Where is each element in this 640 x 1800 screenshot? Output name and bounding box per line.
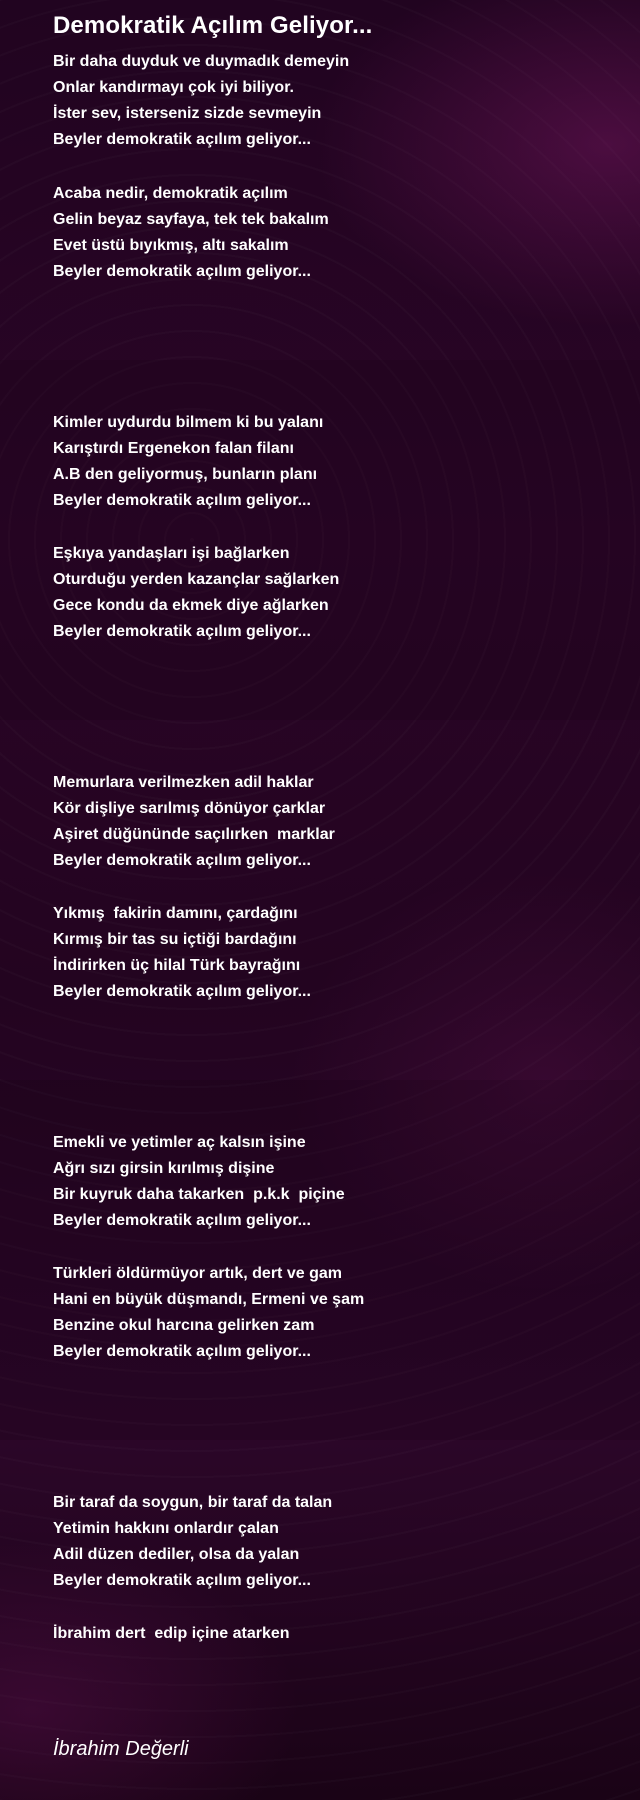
stanza — [53, 541, 339, 645]
poem-line: İster sev, isterseniz sizde sevmeyin — [53, 105, 322, 122]
poem-line: Beyler demokratik açılım geliyor... — [53, 623, 311, 640]
poem-line: Aşiret düğününde saçılırken marklar — [53, 826, 335, 843]
poem-line: Hani en büyük düşmandı, Ermeni ve şam — [53, 1291, 365, 1308]
poem-line: Acaba nedir, demokratik açılım — [53, 185, 288, 202]
poem-line: Beyler demokratik açılım geliyor... — [53, 852, 311, 869]
poem-line: Gelin beyaz sayfaya, tek tek bakalım — [53, 211, 329, 228]
poem-line: Memurlara verilmezken adil haklar — [53, 774, 314, 791]
poem-line: Yıkmış fakirin damını, çardağını — [53, 905, 298, 922]
stanza — [53, 181, 329, 285]
poem-line: Yetimin hakkını onlardır çalan — [53, 1520, 279, 1537]
poem-line: Emekli ve yetimler aç kalsın işine — [53, 1134, 306, 1151]
stanza — [53, 770, 335, 874]
poem-line: Onlar kandırmayı çok iyi biliyor. — [53, 79, 294, 96]
poem-line: Beyler demokratik açılım geliyor... — [53, 131, 311, 148]
poem-line: Kırmış bir tas su içtiği bardağını — [53, 931, 297, 948]
poem-line: Beyler demokratik açılım geliyor... — [53, 1343, 311, 1360]
poem-line: Beyler demokratik açılım geliyor... — [53, 492, 311, 509]
poem-line: Ağrı sızı girsin kırılmış dişine — [53, 1160, 275, 1177]
poem-line: Evet üstü bıyıkmış, altı sakalım — [53, 237, 289, 254]
stanza — [53, 1130, 345, 1234]
poem-line: Beyler demokratik açılım geliyor... — [53, 1572, 311, 1589]
stanza — [53, 410, 323, 514]
poem-line: Oturduğu yerden kazançlar sağlarken — [53, 571, 340, 588]
stanza — [53, 901, 311, 1005]
poem-line: Türkleri öldürmüyor artık, dert ve gam — [53, 1265, 342, 1282]
stanza — [53, 1621, 290, 1647]
poem-line: İndirirken üç hilal Türk bayrağını — [53, 957, 301, 974]
stanza — [53, 1490, 332, 1594]
poem-line: İbrahim dert edip içine atarken — [53, 1625, 290, 1642]
poem-line: Eşkıya yandaşları işi bağlarken — [53, 545, 290, 562]
poem-line: Karıştırdı Ergenekon falan filanı — [53, 440, 294, 457]
poem-line: Beyler demokratik açılım geliyor... — [53, 983, 311, 1000]
poem-line: Bir taraf da soygun, bir taraf da talan — [53, 1494, 333, 1511]
poem-line: Bir daha duyduk ve duymadık demeyin — [53, 53, 350, 70]
poem-author: İbrahim Değerli — [53, 1738, 189, 1760]
poem-line: Kimler uydurdu bilmem ki bu yalanı — [53, 414, 324, 431]
poem-title: Demokratik Açılım Geliyor... — [53, 12, 373, 39]
poem-line: Beyler demokratik açılım geliyor... — [53, 263, 311, 280]
poem-line: Adil düzen dediler, olsa da yalan — [53, 1546, 300, 1563]
stanza — [53, 1261, 364, 1365]
poem-line: Bir kuyruk daha takarken p.k.k piçine — [53, 1186, 345, 1203]
poem-line: Benzine okul harcına gelirken zam — [53, 1317, 315, 1334]
poem-line: Kör dişliye sarılmış dönüyor çarklar — [53, 800, 326, 817]
poem-line: Beyler demokratik açılım geliyor... — [53, 1212, 311, 1229]
poem-line: Gece kondu da ekmek diye ağlarken — [53, 597, 329, 614]
poem-line: A.B den geliyormuş, bunların planı — [53, 466, 318, 483]
stanza — [53, 49, 349, 153]
